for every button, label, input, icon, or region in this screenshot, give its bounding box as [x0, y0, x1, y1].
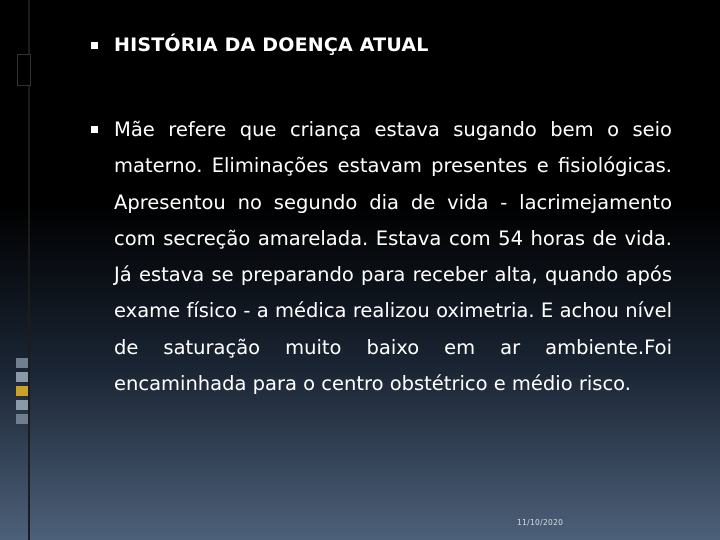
slide-title: HISTÓRIA DA DOENÇA ATUAL [114, 34, 429, 56]
stripe-5 [16, 414, 28, 424]
title-bullet-icon [91, 42, 98, 49]
color-stripe-group [16, 358, 28, 428]
stripe-4 [16, 400, 28, 410]
dark-accent-block [17, 54, 31, 86]
stripe-1 [16, 358, 28, 368]
body-bullet-icon [91, 126, 98, 133]
stripe-3 [16, 386, 28, 396]
stripe-2 [16, 372, 28, 382]
slide-body-text: Mãe refere que criança estava sugando bem o seio materno. Eliminações estavam presentes e fisiológicas. Apresentou no segundo dia de vida - lacrimejamento com secreção amarelada. Estava com 54 horas de vida. Já estava se preparando para receber alta, quando após exame físico - a médica realizou oximetria. E achou nível de saturação muito baixo em ar ambiente.Foi encaminhada para o centro obstétrico e médio risco. [114, 118, 672, 396]
slide-date: 11/10/2020 [517, 518, 564, 527]
